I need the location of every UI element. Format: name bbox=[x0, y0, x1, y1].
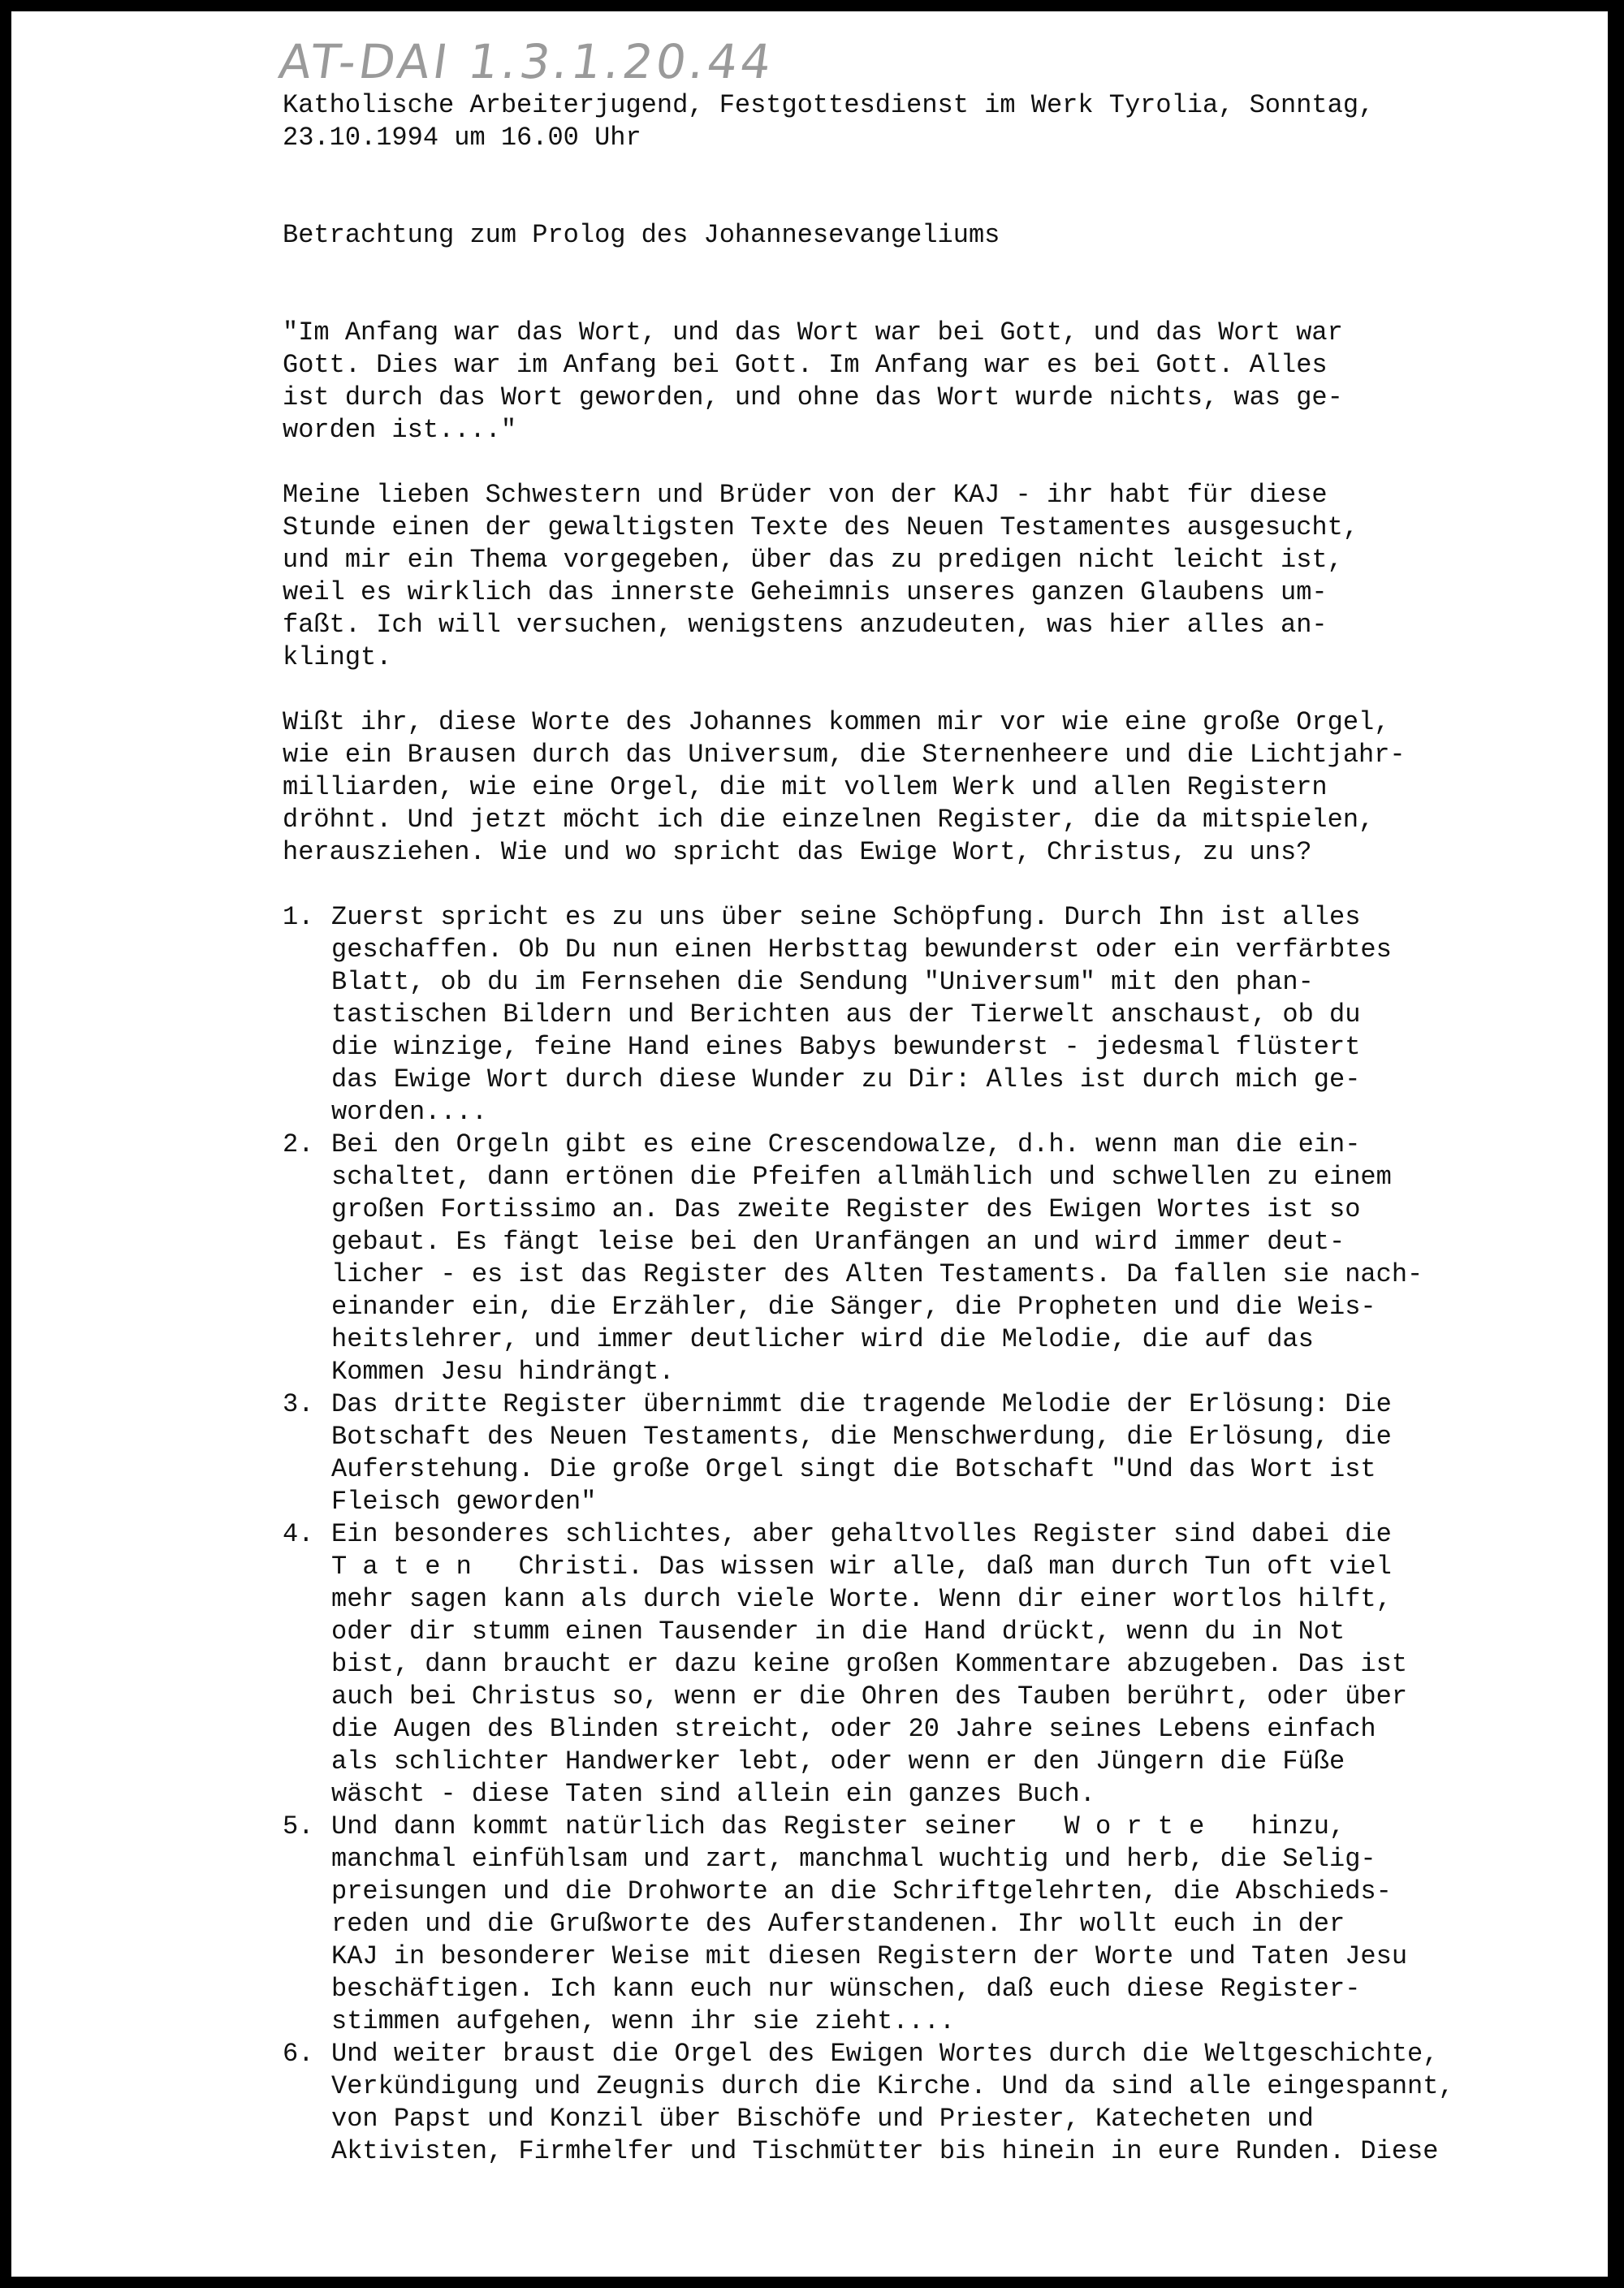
document-body bbox=[283, 89, 1608, 2168]
numbered-list bbox=[283, 901, 1608, 2168]
paragraph bbox=[283, 479, 1608, 674]
list-item-number: 3. bbox=[283, 1389, 314, 1419]
list-item-number: 2. bbox=[283, 1129, 314, 1159]
quote-line: ist durch das Wort geworden, und ohne das Wort wurde nichts, was ge- bbox=[283, 382, 1343, 412]
paragraph-line: dröhnt. Und jetzt möcht ich die einzelnen Register, die da mitspielen, bbox=[283, 805, 1375, 835]
list-item bbox=[283, 1518, 1608, 1811]
list-item-line: Fleisch geworden" bbox=[331, 1487, 597, 1517]
list-item-line: schaltet, dann ertönen die Pfeifen allmählich und schwellen zu einem bbox=[331, 1162, 1392, 1192]
list-item-line: worden.... bbox=[331, 1097, 488, 1127]
archive-number-handwritten: AT-DAI 1.3.1.20.44 bbox=[275, 34, 778, 89]
list-item-line: heitslehrer, und immer deutlicher wird die Melodie, die auf das bbox=[331, 1324, 1314, 1354]
list-item-line: als schlichter Handwerker lebt, oder wenn er den Jüngern die Füße bbox=[331, 1746, 1345, 1776]
quote-line: "Im Anfang war das Wort, und das Wort war bei Gott, und das Wort war bbox=[283, 317, 1343, 348]
paragraph-line: herausziehen. Wie und wo spricht das Ewige Wort, Christus, zu uns? bbox=[283, 837, 1312, 867]
list-item bbox=[283, 1811, 1608, 2038]
list-item-line: Zuerst spricht es zu uns über seine Schöpfung. Durch Ihn ist alles bbox=[331, 902, 1361, 932]
header-block bbox=[283, 89, 1608, 154]
list-item-line: einander ein, die Erzähler, die Sänger, die Propheten und die Weis- bbox=[331, 1292, 1376, 1322]
list-item-line: mehr sagen kann als durch viele Worte. Wenn dir einer wortlos hilft, bbox=[331, 1584, 1392, 1614]
paragraph-line: milliarden, wie eine Orgel, die mit vollem Werk und allen Registern bbox=[283, 772, 1328, 802]
list-item-line: Auferstehung. Die große Orgel singt die Botschaft "Und das Wort ist bbox=[331, 1454, 1376, 1484]
list-item-line: wäscht - diese Taten sind allein ein ganzes Buch. bbox=[331, 1779, 1095, 1809]
paragraph-line: klingt. bbox=[283, 642, 392, 672]
list-item-line: großen Fortissimo an. Das zweite Register des Ewigen Wortes ist so bbox=[331, 1194, 1361, 1224]
list-item-line: Kommen Jesu hindrängt. bbox=[331, 1357, 675, 1387]
quote-block bbox=[283, 317, 1608, 447]
quote-line: Gott. Dies war im Anfang bei Gott. Im Anfang war es bei Gott. Alles bbox=[283, 350, 1328, 380]
header-line: 23.10.1994 um 16.00 Uhr bbox=[283, 123, 641, 153]
list-item-line: Botschaft des Neuen Testaments, die Menschwerdung, die Erlösung, die bbox=[331, 1422, 1392, 1452]
header-line: Katholische Arbeiterjugend, Festgottesdienst im Werk Tyrolia, Sonntag, bbox=[283, 90, 1375, 120]
paragraph-line: weil es wirklich das innerste Geheimnis unseres ganzen Glaubens um- bbox=[283, 577, 1328, 607]
document-title: Betrachtung zum Prolog des Johannesevangeliums bbox=[283, 220, 1000, 250]
list-item-line: die Augen des Blinden streicht, oder 20 Jahre seines Lebens einfach bbox=[331, 1714, 1376, 1744]
list-item bbox=[283, 1129, 1608, 1388]
list-item-number: 1. bbox=[283, 902, 314, 932]
list-item bbox=[283, 901, 1608, 1129]
list-item-line: stimmen aufgehen, wenn ihr sie zieht.... bbox=[331, 2006, 956, 2036]
quote-line: worden ist...." bbox=[283, 415, 517, 445]
list-item-number: 5. bbox=[283, 1811, 314, 1841]
paragraph-line: wie ein Brausen durch das Universum, die Sternenheere und die Lichtjahr- bbox=[283, 740, 1406, 770]
paragraph-line: Meine lieben Schwestern und Brüder von der KAJ - ihr habt für diese bbox=[283, 480, 1328, 510]
list-item-line: von Papst und Konzil über Bischöfe und Priester, Katecheten und bbox=[331, 2104, 1314, 2134]
list-item-line: KAJ in besonderer Weise mit diesen Registern der Worte und Taten Jesu bbox=[331, 1941, 1408, 1971]
list-item-line: tastischen Bildern und Berichten aus der Tierwelt anschaust, ob du bbox=[331, 999, 1361, 1030]
paragraph bbox=[283, 706, 1608, 869]
list-item bbox=[283, 2038, 1608, 2168]
list-item-line: geschaffen. Ob Du nun einen Herbsttag bewunderst oder ein verfärbtes bbox=[331, 935, 1392, 965]
paragraph-line: Stunde einen der gewaltigsten Texte des Neuen Testamentes ausgesucht, bbox=[283, 512, 1359, 542]
list-item-line: Und weiter braust die Orgel des Ewigen Wortes durch die Weltgeschichte, bbox=[331, 2039, 1439, 2069]
list-item bbox=[283, 1388, 1608, 1518]
list-item-line: Und dann kommt natürlich das Register seiner W o r t e hinzu, bbox=[331, 1811, 1345, 1841]
list-item-line: Verkündigung und Zeugnis durch die Kirche. Und da sind alle eingespannt, bbox=[331, 2071, 1454, 2101]
list-item-line: Das dritte Register übernimmt die tragende Melodie der Erlösung: Die bbox=[331, 1389, 1392, 1419]
list-item-line: Aktivisten, Firmhelfer und Tischmütter bis hinein in eure Runden. Diese bbox=[331, 2136, 1439, 2166]
document-page bbox=[11, 11, 1608, 2277]
list-item-line: T a t e n Christi. Das wissen wir alle, daß man durch Tun oft viel bbox=[331, 1552, 1392, 1582]
list-item-line: gebaut. Es fängt leise bei den Uranfängen an und wird immer deut- bbox=[331, 1227, 1345, 1257]
list-item-line: reden und die Grußworte des Auferstandenen. Ihr wollt euch in der bbox=[331, 1909, 1345, 1939]
list-item-line: Bei den Orgeln gibt es eine Crescendowalze, d.h. wenn man die ein- bbox=[331, 1129, 1361, 1159]
list-item-line: preisungen und die Drohworte an die Schriftgelehrten, die Abschieds- bbox=[331, 1876, 1392, 1906]
list-item-line: oder dir stumm einen Tausender in die Hand drückt, wenn du in Not bbox=[331, 1617, 1345, 1647]
list-item-number: 6. bbox=[283, 2039, 314, 2069]
list-item-line: Blatt, ob du im Fernsehen die Sendung "Universum" mit den phan- bbox=[331, 967, 1314, 997]
paragraph-line: faßt. Ich will versuchen, wenigstens anzudeuten, was hier alles an- bbox=[283, 610, 1328, 640]
list-item-line: licher - es ist das Register des Alten Testaments. Da fallen sie nach- bbox=[331, 1259, 1423, 1289]
list-item-line: auch bei Christus so, wenn er die Ohren des Tauben berührt, oder über bbox=[331, 1681, 1408, 1712]
list-item-line: manchmal einfühlsam und zart, manchmal wuchtig und herb, die Selig- bbox=[331, 1844, 1376, 1874]
list-item-line: das Ewige Wort durch diese Wunder zu Dir: Alles ist durch mich ge- bbox=[331, 1064, 1361, 1094]
list-item-line: bist, dann braucht er dazu keine großen Kommentare abzugeben. Das ist bbox=[331, 1649, 1408, 1679]
list-item-line: beschäftigen. Ich kann euch nur wünschen, daß euch diese Register- bbox=[331, 1974, 1361, 2004]
list-item-line: Ein besonderes schlichtes, aber gehaltvolles Register sind dabei die bbox=[331, 1519, 1392, 1549]
paragraph-line: Wißt ihr, diese Worte des Johannes kommen mir vor wie eine große Orgel, bbox=[283, 707, 1390, 737]
list-item-line: die winzige, feine Hand eines Babys bewunderst - jedesmal flüstert bbox=[331, 1032, 1361, 1062]
paragraph-line: und mir ein Thema vorgegeben, über das zu predigen nicht leicht ist, bbox=[283, 545, 1343, 575]
list-item-number: 4. bbox=[283, 1519, 314, 1549]
